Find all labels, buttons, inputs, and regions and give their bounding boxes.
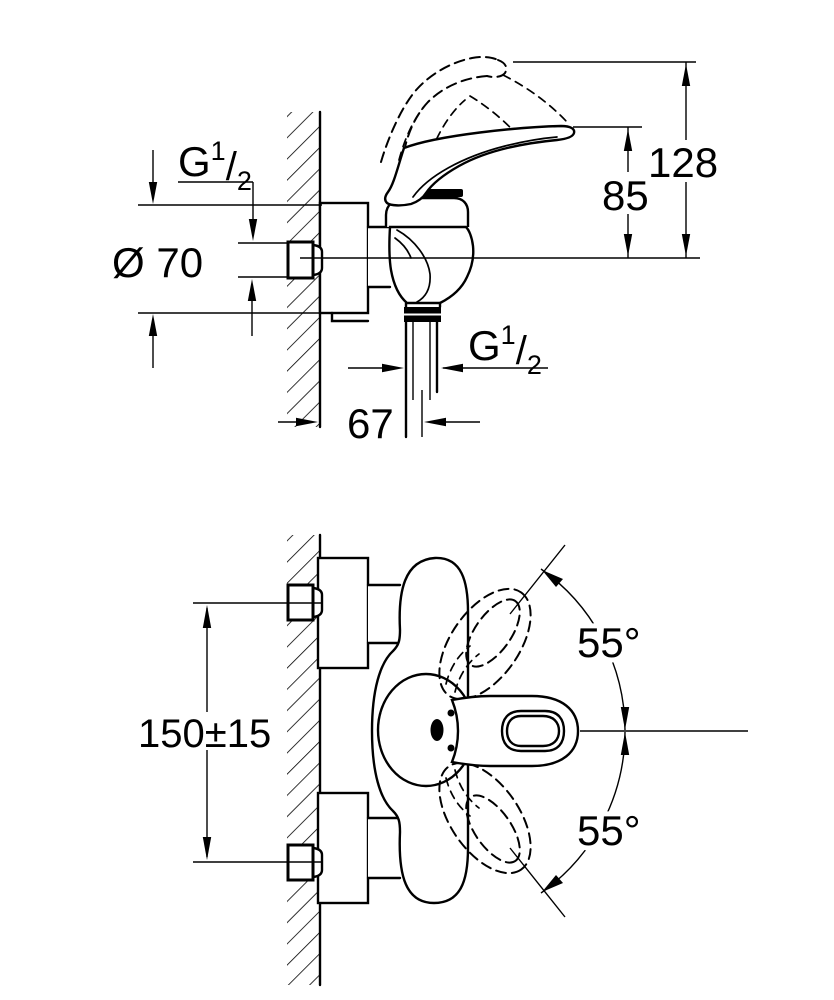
dimension-wall-thread <box>178 136 288 336</box>
body-outline <box>389 227 473 303</box>
lever-handle <box>385 126 574 205</box>
arrow-down-icon <box>621 707 629 730</box>
dimension-overall-height <box>513 62 718 258</box>
dimension-lever-height <box>573 127 649 258</box>
arrow-down-icon <box>149 182 157 204</box>
arrow-up-icon <box>624 129 632 151</box>
nut-body <box>288 242 313 278</box>
marker-dot <box>448 745 455 752</box>
union-pipe <box>368 227 390 287</box>
plan-view <box>138 535 748 985</box>
overall-height-label: 128 <box>648 139 719 186</box>
wall-thread-label: $G^1/_2$ <box>178 136 252 196</box>
lower-escutcheon <box>318 793 368 903</box>
union-center-distance-label: 150±15 <box>138 712 272 756</box>
upper-union <box>256 558 400 668</box>
side-view <box>112 57 718 447</box>
logo-mark <box>431 719 444 741</box>
upper-swivel-angle-label: 55° <box>577 619 641 666</box>
outlet-thread-label: $G^1/_2$ <box>468 320 542 380</box>
marker-dot <box>448 710 455 717</box>
arrow-up-icon <box>149 314 157 336</box>
arrow-down-icon <box>249 219 257 241</box>
arrow-right-icon <box>382 364 404 372</box>
arrow-down-icon <box>203 837 211 860</box>
arrow-down-icon <box>682 234 690 256</box>
arrow-down-icon <box>624 234 632 256</box>
arrow-up-icon <box>248 279 256 301</box>
lever-sweep-arc <box>503 75 566 121</box>
lower-union <box>256 793 400 903</box>
dimension-union-center-distance <box>138 603 271 862</box>
escutcheon-diameter-label: Ø 70 <box>112 239 204 286</box>
lower-swivel-angle-label: 55° <box>577 807 641 854</box>
mixer-body <box>389 227 473 303</box>
dimension-outlet-thread <box>348 320 548 380</box>
lever-height-label: 85 <box>602 172 649 219</box>
wall-union-nut <box>288 242 322 278</box>
arrow-up-icon <box>203 605 211 628</box>
escutcheon-step <box>332 313 368 321</box>
arrow-up-icon <box>621 732 629 755</box>
upper-escutcheon <box>318 558 368 668</box>
wall-to-outlet-label: 67 <box>347 400 394 447</box>
arrow-left-icon <box>441 364 463 372</box>
arrow-left-icon <box>424 418 446 426</box>
arrow-up-icon <box>682 64 690 86</box>
